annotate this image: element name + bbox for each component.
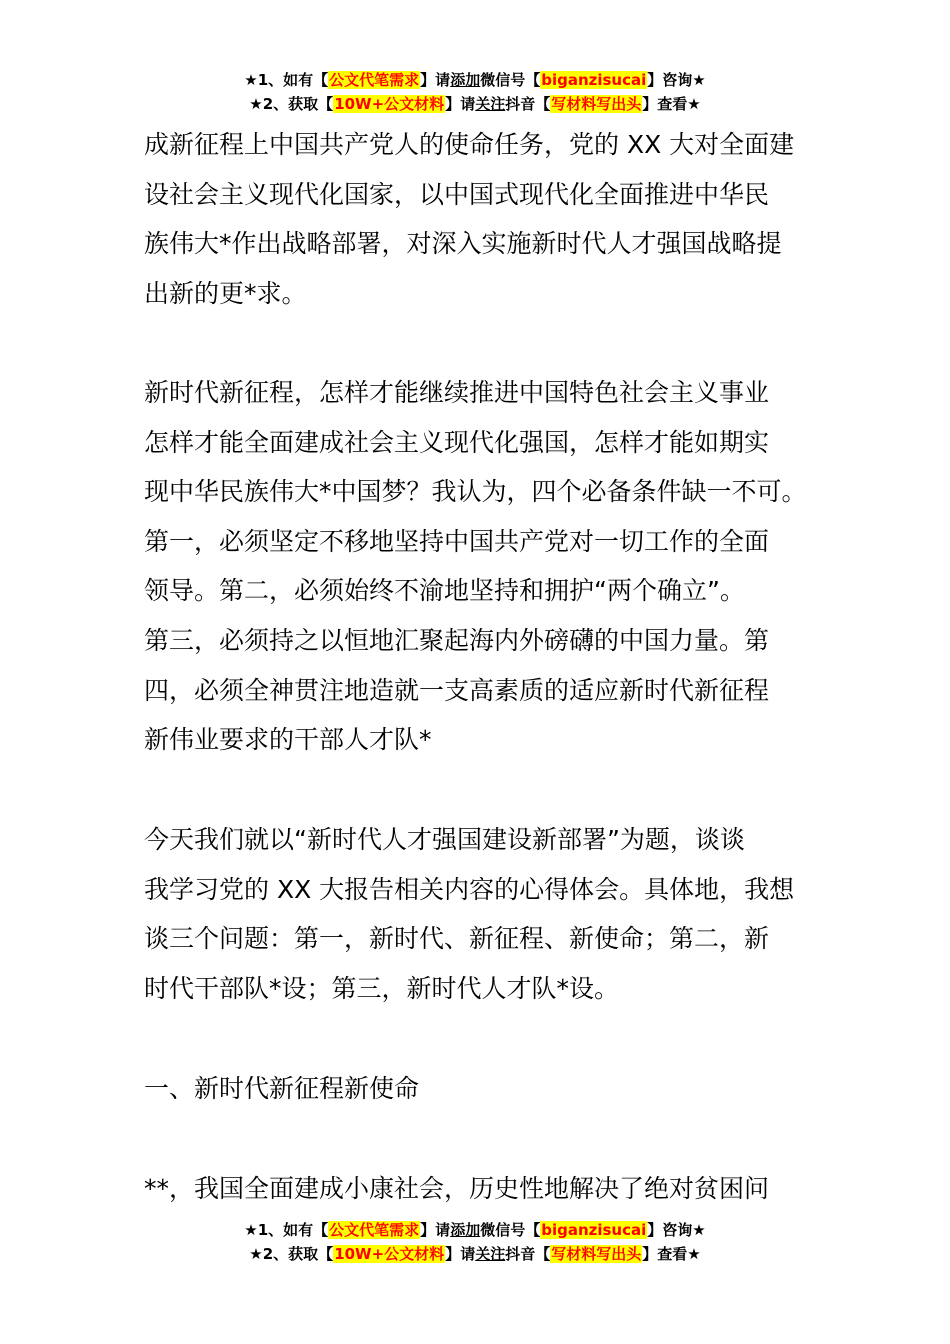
banner-text: 】请: [445, 1245, 476, 1263]
banner-highlight: 公文代笔需求: [329, 1221, 420, 1239]
banner-highlight: 写材料写出头: [551, 1245, 642, 1263]
banner-line-1: [0, 1218, 950, 1242]
text-line: 今天我们就以“新时代人才强国建设新部署”为题，谈谈: [144, 825, 745, 854]
banner-text: 】咨询★: [647, 71, 706, 89]
text-line: **，我国全面建成小康社会，历史性地解决了绝对贫困问: [144, 1174, 770, 1203]
banner-text: 抖音【: [505, 95, 551, 113]
banner-text: ★1、如有【: [244, 1221, 329, 1239]
paragraph: [144, 368, 824, 765]
banner-underline: 关注: [475, 95, 506, 113]
banner-underline: 添加: [450, 1221, 481, 1239]
text-line: 现中华民族伟大*中国梦？我认为，四个必备条件缺一不可。: [144, 477, 807, 507]
text-line: 时代干部队*设；第三，新时代人才队*设。: [144, 973, 620, 1003]
banner-text: 微信号【: [480, 71, 541, 89]
banner-highlight: 公文代笔需求: [329, 71, 420, 89]
text-line: 新伟业要求的干部人才队*: [144, 725, 432, 755]
banner-text: 】请: [420, 71, 451, 89]
text-line: 成新征程上中国共产党人的使命任务，党的 XX 大对全面建: [144, 130, 795, 159]
text-line: 出新的更*求。: [144, 278, 307, 308]
text-line: 四，必须全神贯注地造就一支高素质的适应新时代新征程: [144, 675, 770, 705]
text-line: 谈三个问题：第一，新时代、新征程、新使命；第二，新: [144, 924, 770, 954]
text-line: 族伟大*作出战略部署，对深入实施新时代人才强国战略提: [144, 229, 782, 259]
banner-text: ★2、获取【: [249, 1245, 334, 1263]
banner-underline: 关注: [475, 1245, 506, 1263]
text-line: 设社会主义现代化国家，以中国式现代化全面推进中华民: [144, 179, 770, 209]
header-banner: [0, 68, 950, 116]
text-line: 新时代新征程，怎样才能继续推进中国特色社会主义事业: [144, 378, 770, 407]
banner-text: 】请: [445, 95, 476, 113]
banner-highlight: 10W+公文材料: [334, 1245, 445, 1263]
banner-highlight: 10W+公文材料: [334, 95, 445, 113]
banner-text: ★1、如有【: [244, 71, 329, 89]
banner-underline: 添加: [450, 71, 481, 89]
banner-line-2: [0, 92, 950, 116]
banner-text: 】查看★: [642, 1245, 701, 1263]
text-line: 第三，必须持之以恒地汇聚起海内外磅礴的中国力量。第: [144, 625, 770, 655]
banner-highlight: biganzisucai: [541, 1221, 647, 1239]
heading-text: 一、新时代新征程新使命: [144, 1074, 420, 1103]
footer-banner: [0, 1218, 950, 1266]
banner-text: 】请: [420, 1221, 451, 1239]
text-line: 怎样才能全面建成社会主义现代化强国，怎样才能如期实: [144, 427, 770, 457]
banner-highlight: biganzisucai: [541, 71, 647, 89]
paragraph: [144, 815, 824, 1013]
section-heading: [144, 1064, 824, 1114]
banner-highlight: 写材料写出头: [551, 95, 642, 113]
text-line: 领导。第二，必须始终不渝地坚持和拥护“两个确立”。: [144, 576, 745, 606]
banner-text: 微信号【: [480, 1221, 541, 1239]
banner-line-2: [0, 1242, 950, 1266]
text-line: 我学习党的 XX 大报告相关内容的心得体会。具体地，我想: [144, 874, 795, 904]
paragraph: [144, 120, 824, 318]
banner-line-1: [0, 68, 950, 92]
text-line: 第一，必须坚定不移地坚持中国共产党对一切工作的全面: [144, 526, 770, 556]
banner-text: ★2、获取【: [249, 95, 334, 113]
banner-text: 】咨询★: [647, 1221, 706, 1239]
banner-text: 抖音【: [505, 1245, 551, 1263]
banner-text: 】查看★: [642, 95, 701, 113]
paragraph: [144, 1164, 824, 1214]
